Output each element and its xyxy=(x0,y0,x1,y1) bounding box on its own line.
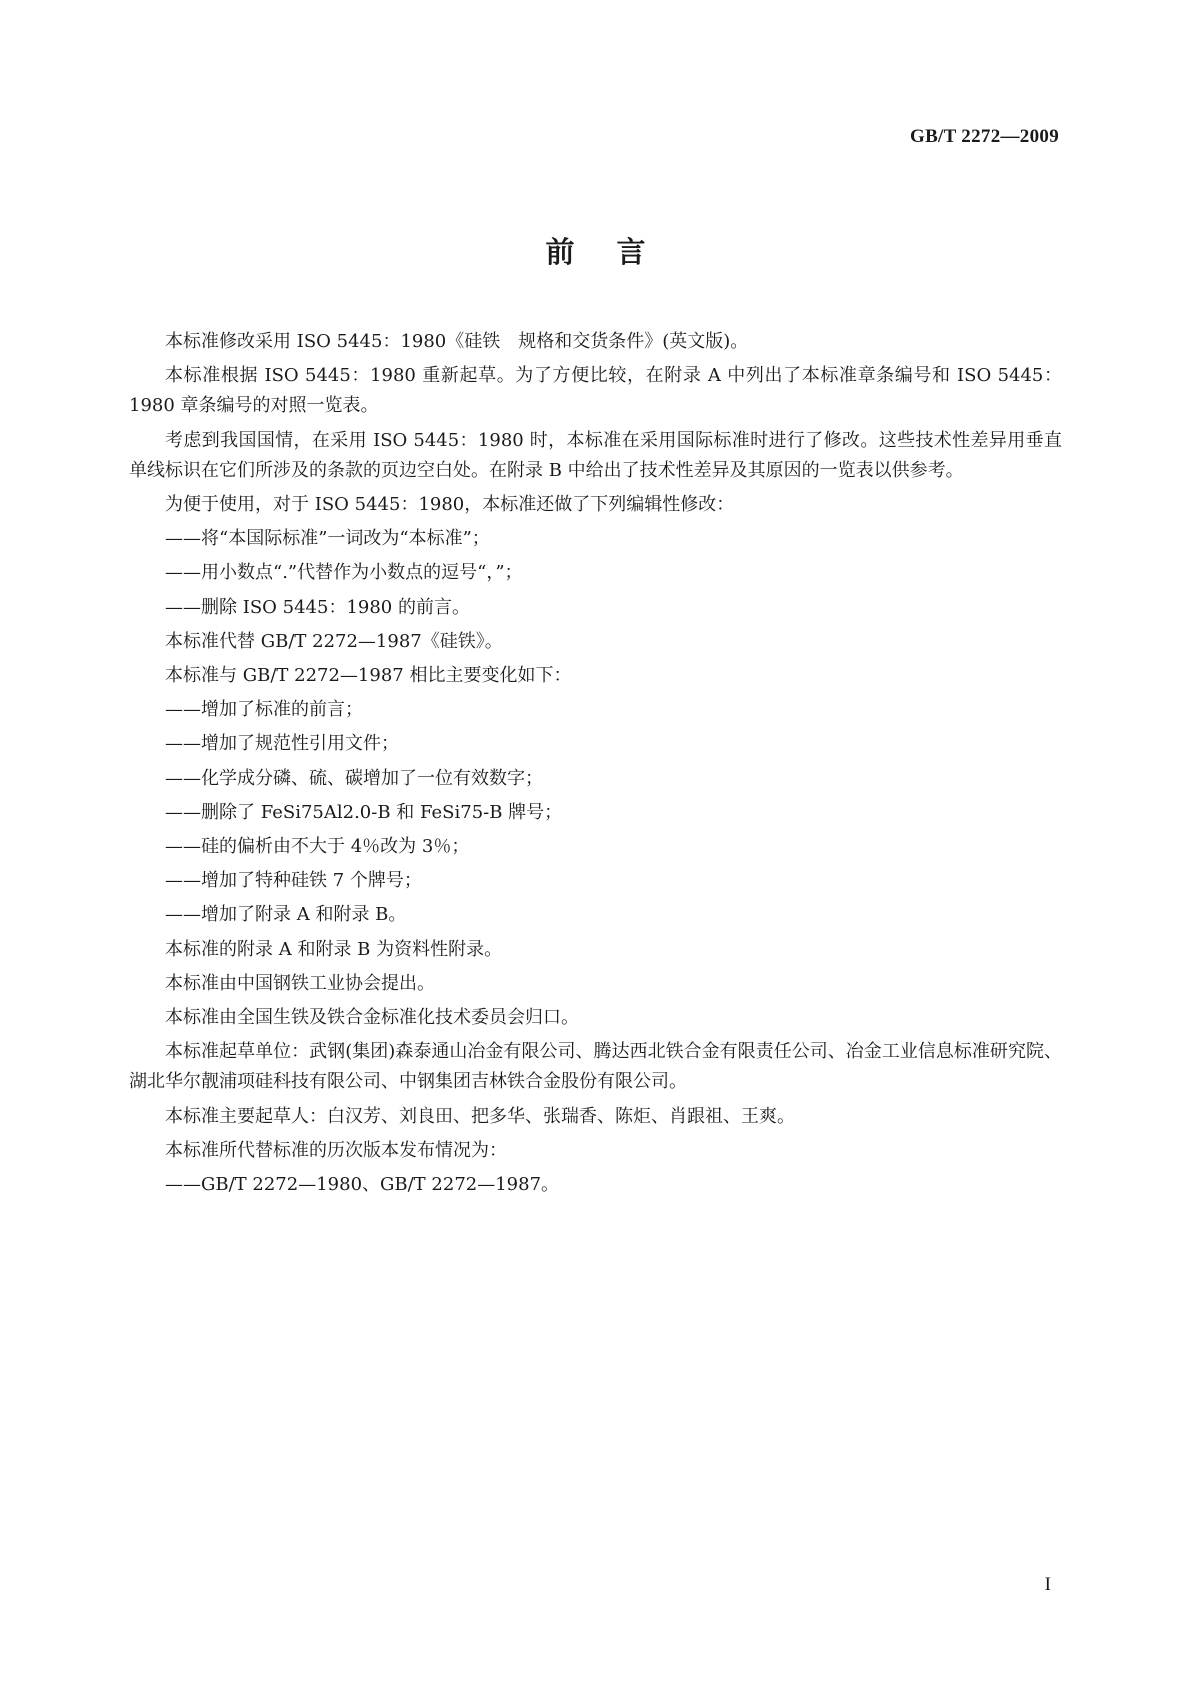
paragraph: 本标准根据 ISO 5445：1980 重新起草。为了方便比较，在附录 A 中列出了本标准章条编号和 ISO 5445：1980 章条编号的对照一览表。 xyxy=(129,365,1062,417)
foreword-body xyxy=(129,327,1062,1204)
paragraph: 考虑到我国国情，在采用 ISO 5445：1980 时，本标准在采用国际标准时进行了修改。这些技术性差异用垂直单线标识在它们所涉及的条款的页边空白处。在附录 B 中给出了技术性差异及其原因的一览表以供参考。 xyxy=(129,429,1062,481)
list-item: ——增加了特种硅铁 7 个牌号； xyxy=(165,870,422,892)
list-item: ——增加了规范性引用文件； xyxy=(165,733,399,755)
paragraph: 为便于使用，对于 ISO 5445：1980，本标准还做了下列编辑性修改： xyxy=(165,494,735,516)
list-item: ——用小数点“.”代替作为小数点的逗号“，”； xyxy=(165,562,523,584)
list-item: ——化学成分磷、硫、碳增加了一位有效数字； xyxy=(165,767,543,789)
list-item: ——GB/T 2272—1980、GB/T 2272—1987。 xyxy=(165,1174,560,1196)
list-item: ——删除了 FeSi75Al2.0-B 和 FeSi75-B 牌号； xyxy=(165,801,563,823)
list-item: ——将“本国际标准”一词改为“本标准”； xyxy=(165,528,490,550)
list-item: ——增加了附录 A 和附录 B。 xyxy=(165,904,407,926)
paragraph: 本标准主要起草人：白汉芳、刘良田、把多华、张瑞香、陈炬、肖跟祖、王爽。 xyxy=(165,1105,795,1127)
paragraph: 本标准修改采用 ISO 5445：1980《硅铁 规格和交货条件》(英文版)。 xyxy=(165,331,749,352)
paragraph: 本标准起草单位：武钢(集团)森泰通山冶金有限公司、腾达西北铁合金有限责任公司、冶金工业信息标准研究院、湖北华尔靓浦项硅科技有限公司、中钢集团吉林铁合金股份有限公司。 xyxy=(129,1041,1062,1093)
paragraph: 本标准所代替标准的历次版本发布情况为： xyxy=(165,1139,507,1161)
paragraph: 本标准由中国钢铁工业协会提出。 xyxy=(165,972,435,994)
list-item: ——增加了标准的前言； xyxy=(165,699,363,721)
list-item: ——删除 ISO 5445：1980 的前言。 xyxy=(165,596,470,618)
paragraph: 本标准与 GB/T 2272—1987 相比主要变化如下： xyxy=(165,665,572,687)
paragraph: 本标准的附录 A 和附录 B 为资料性附录。 xyxy=(165,938,503,960)
list-item: ——硅的偏析由不大于 4％改为 3％； xyxy=(165,836,470,858)
paragraph: 本标准由全国生铁及铁合金标准化技术委员会归口。 xyxy=(165,1007,579,1029)
page-number: I xyxy=(1044,1574,1051,1595)
standard-code: GB/T 2272—2009 xyxy=(909,126,1059,147)
paragraph: 本标准代替 GB/T 2272—1987《硅铁》。 xyxy=(165,630,503,652)
page-title: 前言 xyxy=(545,235,688,269)
